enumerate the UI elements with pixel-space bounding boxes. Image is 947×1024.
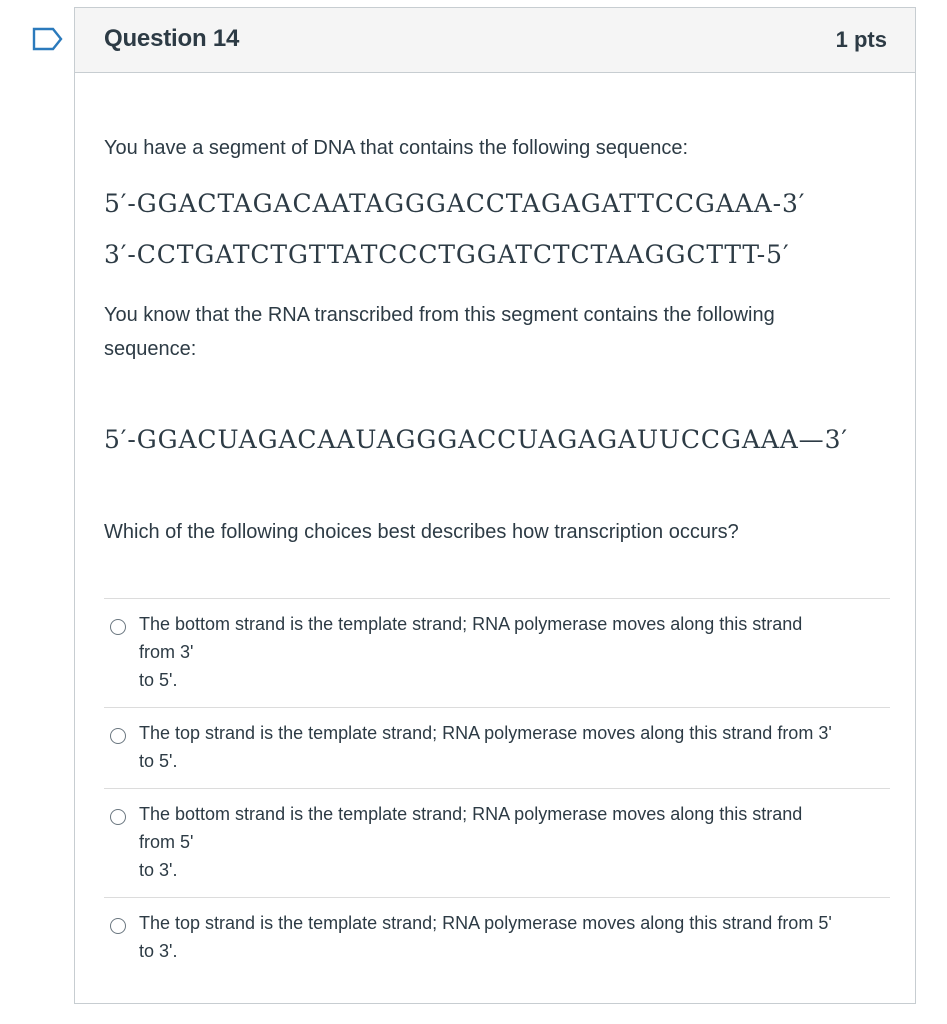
- rna-intro-line-2: sequence:: [104, 338, 197, 360]
- question-intro: You have a segment of DNA that contains the following sequence:: [104, 137, 689, 159]
- answer-label[interactable]: The bottom strand is the template strand; RNA polymerase moves along this strand from 5' to 3'.: [139, 804, 803, 880]
- answer-option-2[interactable]: [104, 707, 890, 788]
- radio-button[interactable]: [110, 728, 126, 744]
- question-title: Question 14: [104, 25, 240, 52]
- answer-option-4[interactable]: [104, 897, 890, 978]
- answer-list: [104, 598, 890, 978]
- question-card: [74, 7, 916, 1004]
- radio-button[interactable]: [110, 619, 126, 635]
- answer-label[interactable]: The top strand is the template strand; RNA polymerase moves along this strand from 3' to 5'.: [139, 723, 832, 771]
- dna-bottom-strand: 3′-CCTGATCTGTTATCCCTGGATCTCTAAGGCTTT-5′: [104, 240, 790, 269]
- question-points: 1 pts: [835, 27, 887, 52]
- dna-top-strand: 5′-GGACTAGACAATAGGGACCTAGAGATTCCGAAA-3′: [104, 189, 806, 218]
- radio-button[interactable]: [110, 809, 126, 825]
- answer-label[interactable]: The bottom strand is the template strand; RNA polymerase moves along this strand from 3' to 5'.: [139, 614, 803, 690]
- answer-option-1[interactable]: [104, 598, 890, 707]
- answer-label[interactable]: The top strand is the template strand; RNA polymerase moves along this strand from 5' to 3'.: [139, 913, 832, 961]
- rna-sequence: 5′-GGACUAGACAAUAGGGACCUAGAGAUUCCGAAA—3′: [104, 425, 848, 454]
- bookmark-flag-icon[interactable]: [32, 27, 64, 51]
- radio-button[interactable]: [110, 918, 126, 934]
- rna-intro: [104, 298, 775, 366]
- question-prompt: Which of the following choices best describes how transcription occurs?: [104, 521, 739, 543]
- question-header: [75, 8, 915, 73]
- answer-option-3[interactable]: [104, 788, 890, 897]
- rna-intro-line-1: You know that the RNA transcribed from this segment contains the following: [104, 304, 775, 326]
